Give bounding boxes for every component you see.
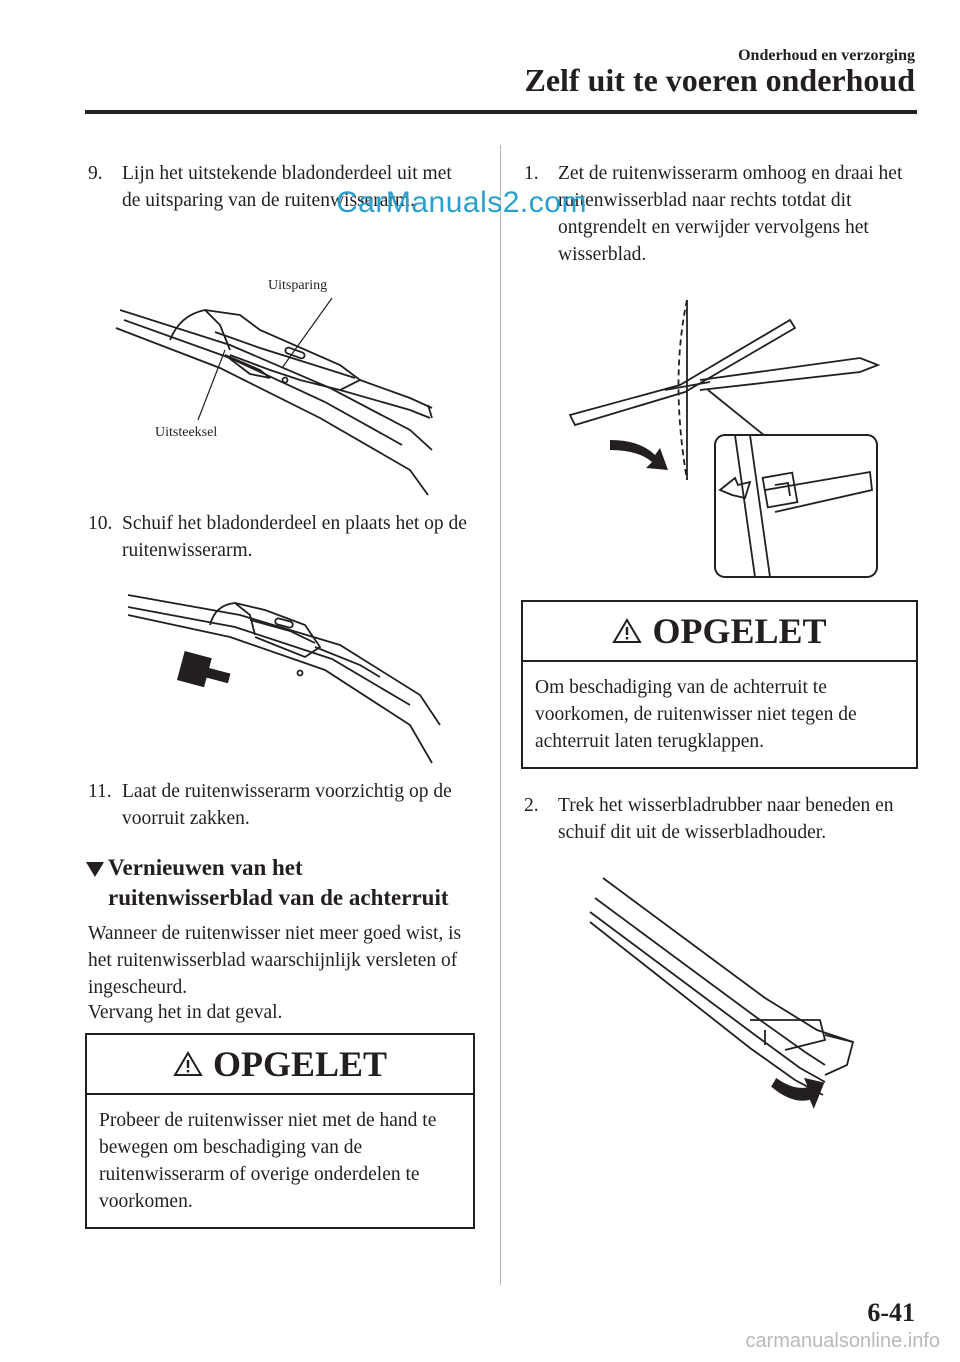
step-text: Lijn het uitstekende bladonderdeel uit met de uitsparing van de ruitenwisserarm.	[122, 163, 452, 211]
step-2	[524, 792, 909, 846]
caution-title: OPGELET	[212, 1044, 388, 1084]
section-heading	[88, 853, 488, 913]
step-11	[88, 778, 468, 832]
caution-box-left	[85, 1033, 475, 1229]
page-title: Zelf uit te voeren onderhoud	[524, 62, 915, 98]
figure-rotate-rear-blade	[560, 290, 885, 585]
watermark: CarManuals2.com	[336, 186, 587, 219]
step-number: 1.	[524, 163, 539, 184]
step-number: 9.	[88, 163, 103, 184]
header-rule	[85, 110, 917, 114]
step-number: 10.	[88, 513, 113, 534]
page-number: 6-41	[867, 1298, 915, 1327]
step-10	[88, 510, 468, 564]
caution-body: Probeer de ruitenwisser niet met de hand te bewegen om beschadiging van de ruitenwisserarm of overige onderdelen te voorkomen.	[99, 1110, 437, 1212]
step-text: Laat de ruitenwisserarm voorzichtig op de voorruit zakken.	[122, 781, 452, 829]
caution-title: OPGELET	[652, 611, 827, 651]
intro-paragraph: Wanneer de ruitenwisser niet meer goed wist, is het ruitenwisserblad waarschijnlijk versleten of ingescheurd.	[88, 923, 462, 998]
step-number: 2.	[524, 795, 539, 816]
step-text: Schuif het bladonderdeel en plaats het op de ruitenwisserarm.	[122, 513, 467, 561]
figure-slide-blade	[120, 585, 450, 770]
intro-paragraph-2: Vervang het in dat geval.	[88, 1002, 283, 1023]
triangle-marker-icon	[86, 862, 104, 877]
step-text: Trek het wisserbladrubber naar beneden en schuif dit uit de wisserbladhouder.	[558, 795, 894, 843]
warning-triangle-icon	[612, 618, 642, 644]
figure-remove-rubber	[585, 870, 860, 1145]
label-uitsteeksel: Uitsteeksel	[155, 425, 218, 440]
heading-line-1: Vernieuwen van het	[108, 855, 303, 880]
caution-box-right	[521, 600, 918, 769]
step-text: Zet de ruitenwisserarm omhoog en draai het ruitenwisserblad naar rechts totdat dit ontgrendelt en verwijder vervolgens het wisserblad.	[558, 163, 903, 265]
step-number: 11.	[88, 781, 112, 802]
section-subtitle: Onderhoud en verzorging	[738, 47, 915, 64]
column-divider	[500, 145, 501, 1285]
caution-body: Om beschadiging van de achterruit te voorkomen, de ruitenwisser niet tegen de achterruit laten terugklappen.	[535, 677, 857, 752]
footer-watermark: carmanualsonline.info	[745, 1330, 940, 1352]
warning-triangle-icon	[173, 1051, 203, 1077]
caution-header	[523, 602, 916, 662]
label-uitsparing: Uitsparing	[268, 278, 328, 293]
figure-align-blade	[110, 270, 450, 500]
caution-header	[87, 1035, 473, 1095]
heading-line-2: ruitenwisserblad van de achterruit	[108, 885, 449, 910]
